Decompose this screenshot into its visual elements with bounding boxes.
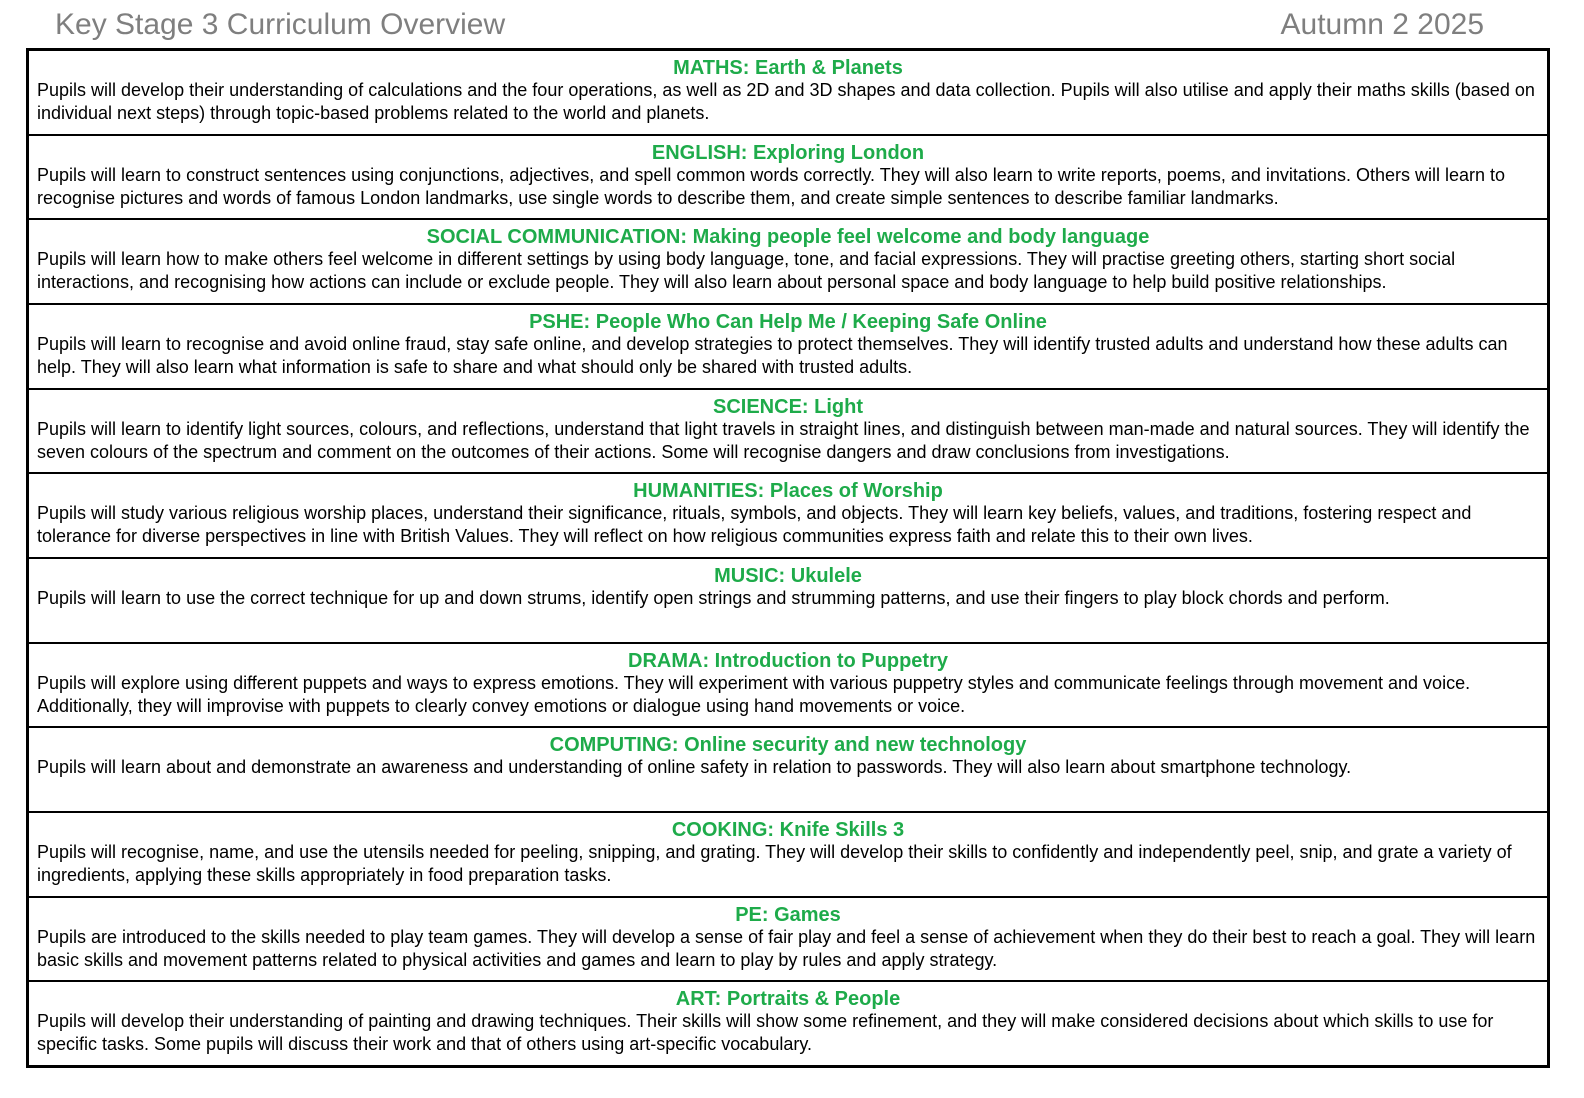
subject-title: HUMANITIES: Places of Worship xyxy=(633,480,943,503)
subject-description: Pupils will study various religious worship places, understand their significance, rituals, symbols, and objects. They will learn key beliefs, values, and traditions, fostering respect and tolerance for diverse perspectives in line with British Values. They will reflect on how religious communities express faith and relate this to their own lives. xyxy=(37,503,1472,547)
subject-row-pe xyxy=(29,898,1547,983)
subject-description: Pupils will learn to recognise and avoid online fraud, stay safe online, and develop strategies to protect themselves. They will identify trusted adults and understand how these adults can help. They will also learn what information is safe to share and what should only be shared with trusted adults. xyxy=(37,334,1508,378)
subject-row-social-communication xyxy=(29,220,1547,305)
subject-description: Pupils will learn to construct sentences using conjunctions, adjectives, and spell common words correctly. They will also learn to write reports, poems, and invitations. Others will learn to recognise pictures and words of famous London landmarks, use single words to describe them, and create simple sentences to describe familiar landmarks. xyxy=(37,164,1505,208)
subject-description: Pupils will learn about and demonstrate an awareness and understanding of online safety in relation to passwords. They will also learn about smartphone technology. xyxy=(37,757,1352,778)
subject-description: Pupils will develop their understanding of calculations and the four operations, as well as 2D and 3D shapes and data collection. Pupils will also utilise and apply their maths skills (based on individual next steps) through topic-based problems related to the world and planets. xyxy=(37,80,1535,123)
subject-row-humanities xyxy=(29,474,1547,559)
document-header xyxy=(0,0,1584,50)
subject-title: PSHE: People Who Can Help Me / Keeping Safe Online xyxy=(529,311,1047,334)
subject-description: Pupils will explore using different puppets and ways to express emotions. They will experiment with various puppetry styles and communicate feelings through movement and voice. Additionally, they will improvise with puppets to clearly convey emotions or dialogue using hand movements or voice. xyxy=(37,672,1471,716)
subject-description: Pupils are introduced to the skills needed to play team games. They will develop a sense of fair play and feel a sense of achievement when they do their best to reach a goal. They will learn basic skills and movement patterns related to physical activities and games and learn to play by rules and apply strategy. xyxy=(37,926,1536,970)
subject-row-music xyxy=(29,559,1547,644)
curriculum-table xyxy=(26,48,1550,1068)
subject-row-drama xyxy=(29,644,1547,729)
term-label: Autumn 2 2025 xyxy=(1280,8,1484,41)
subject-title: MUSIC: Ukulele xyxy=(714,565,862,588)
subject-title: COOKING: Knife Skills 3 xyxy=(671,819,905,842)
subject-description: Pupils will recognise, name, and use the utensils needed for peeling, snipping, and grating. They will develop their skills to confidently and independently peel, snip, and grate a variety of ingredients, applying these skills appropriately in food preparation tasks. xyxy=(37,842,1512,886)
subject-title: PE: Games xyxy=(735,903,841,926)
subject-description: Pupils will learn how to make others feel welcome in different settings by using body language, tone, and facial expressions. They will practise greeting others, starting short social interactions, and recognising how actions can include or exclude people. They will also learn about personal space and body language to help build positive relationships. xyxy=(37,249,1456,293)
subject-title: ENGLISH: Exploring London xyxy=(651,141,925,164)
subject-title: COMPUTING: Online security and new technology xyxy=(549,734,1027,757)
subject-row-cooking xyxy=(29,813,1547,898)
subject-row-computing xyxy=(29,728,1547,813)
subject-description: Pupils will develop their understanding of painting and drawing techniques. Their skills will show some refinement, and they will make considered decisions about which skills to use for specific tasks. Some pupils will discuss their work and that of others using art-specific vocabulary. xyxy=(37,1011,1494,1055)
subject-title: DRAMA: Introduction to Puppetry xyxy=(628,649,948,672)
subject-row-pshe xyxy=(29,305,1547,390)
subject-description: Pupils will learn to use the correct technique for up and down strums, identify open strings and strumming patterns, and use their fingers to play block chords and perform. xyxy=(37,588,1390,609)
subject-description: Pupils will learn to identify light sources, colours, and reflections, understand that light travels in straight lines, and distinguish between man-made and natural sources. They will identify the seven colours of the spectrum and comment on the outcomes of their actions. Some will recognise dangers and draw conclusions from investigations. xyxy=(37,418,1530,462)
subject-row-art xyxy=(29,982,1547,1065)
subject-title: MATHS: Earth & Planets xyxy=(673,57,903,79)
subject-row-science xyxy=(29,390,1547,475)
subject-row-maths xyxy=(29,51,1547,136)
subject-row-english xyxy=(29,136,1547,221)
subject-title: SCIENCE: Light xyxy=(713,395,863,418)
subject-title: ART: Portraits & People xyxy=(675,988,901,1011)
document-title: Key Stage 3 Curriculum Overview xyxy=(55,8,506,41)
subject-title: SOCIAL COMMUNICATION: Making people feel welcome and body language xyxy=(426,226,1150,249)
